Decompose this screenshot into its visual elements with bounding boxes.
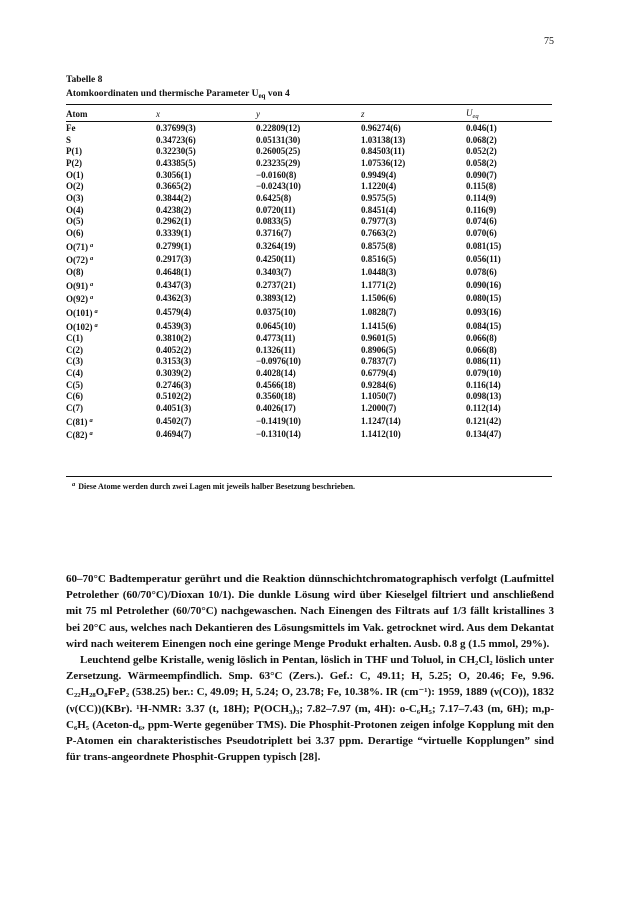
cell-atom: O(4) (66, 204, 84, 215)
cell-z: 0.8451(4) (361, 204, 397, 215)
cell-ueq: 0.116(9) (466, 204, 497, 215)
cell-z: 0.8575(8) (361, 240, 397, 251)
cell-z: 1.03138(13) (361, 134, 406, 145)
cell-atom: C(82) $^a$ (66, 430, 93, 441)
header-atom: Atom (66, 108, 88, 119)
cell-x: 0.4362(3) (156, 293, 192, 304)
cell-x: 0.3153(3) (156, 356, 192, 367)
cell-atom: O(8) (66, 266, 84, 277)
cell-x: 0.4579(4) (156, 306, 192, 317)
cell-x: 0.3665(2) (156, 181, 192, 192)
cell-x: 0.3339(1) (156, 227, 192, 238)
cell-atom: O(102) $^a$ (66, 321, 98, 332)
cell-atom: O(5) (66, 216, 84, 227)
table-row (66, 320, 552, 334)
table-row (66, 306, 552, 320)
cell-x: 0.3056(1) (156, 169, 192, 180)
cell-y: −0.0160(8) (256, 169, 297, 180)
cell-z: 1.0448(3) (361, 266, 397, 277)
cell-y: −0.0243(10) (256, 181, 301, 192)
cell-z: 1.0828(7) (361, 306, 397, 317)
cell-y: 0.4250(11) (256, 254, 296, 265)
cell-x: 0.2746(3) (156, 379, 192, 390)
cell-z: 1.1050(7) (361, 391, 397, 402)
cell-atom: O(92) $^a$ (66, 294, 94, 305)
cell-y: 0.4566(18) (256, 379, 296, 390)
table-row (66, 267, 552, 279)
cell-z: 0.84503(11) (361, 146, 405, 157)
table-row (66, 403, 552, 415)
cell-z: 0.9575(5) (361, 192, 397, 203)
table-row (66, 193, 552, 205)
cell-x: 0.4238(2) (156, 204, 192, 215)
cell-atom: C(2) (66, 344, 83, 355)
cell-z: 0.9284(6) (361, 379, 397, 390)
cell-y: 0.4028(14) (256, 368, 296, 379)
cell-ueq: 0.090(7) (466, 169, 497, 180)
cell-ueq: 0.090(16) (466, 279, 502, 290)
cell-atom: O(72) $^a$ (66, 255, 94, 266)
cell-ueq: 0.112(14) (466, 403, 501, 414)
cell-y: −0.1310(14) (256, 429, 301, 440)
cell-z: 1.1412(10) (361, 429, 401, 440)
footnote-marker: a (94, 321, 98, 329)
cell-atom: O(1) (66, 169, 84, 180)
table-body (66, 121, 552, 442)
cell-ueq: 0.093(16) (466, 306, 502, 317)
cell-atom: C(7) (66, 403, 83, 414)
cell-atom: O(2) (66, 181, 84, 192)
table-row (66, 253, 552, 267)
cell-x: 0.2799(1) (156, 240, 192, 251)
cell-y: 0.26005(25) (256, 146, 301, 157)
footnote-marker: a (90, 255, 94, 263)
cell-x: 0.5102(2) (156, 391, 192, 402)
cell-ueq: 0.068(2) (466, 134, 497, 145)
table-row (66, 158, 552, 170)
cell-x: 0.2962(1) (156, 216, 192, 227)
table-footnote: $^a$ Diese Atome werden durch zwei Lagen mit jeweils halber Besetzung beschrieben. (72, 481, 356, 491)
table-row (66, 146, 552, 158)
cell-z: 0.9949(4) (361, 169, 397, 180)
table-row (66, 356, 552, 368)
cell-x: 0.32230(5) (156, 146, 196, 157)
cell-z: 0.6779(4) (361, 368, 397, 379)
cell-x: 0.2917(3) (156, 254, 192, 265)
footnote-marker: a (90, 280, 94, 288)
table-row (66, 228, 552, 240)
cell-atom: C(81) $^a$ (66, 416, 93, 427)
cell-ueq: 0.084(15) (466, 320, 502, 331)
cell-atom: O(6) (66, 227, 84, 238)
cell-ueq: 0.134(47) (466, 429, 502, 440)
footnote-marker: a (94, 307, 98, 315)
page-number: 75 (544, 36, 554, 47)
table-bottom-rule (66, 476, 552, 477)
cell-x: 0.37699(3) (156, 123, 196, 133)
table-row (66, 216, 552, 228)
cell-y: 0.3264(19) (256, 240, 296, 251)
cell-ueq: 0.086(11) (466, 356, 501, 367)
cell-atom: S (66, 134, 72, 145)
table-row (66, 135, 552, 147)
cell-y: 0.1326(11) (256, 344, 296, 355)
footnote-marker: a (90, 241, 94, 249)
cell-y: −0.1419(10) (256, 415, 301, 426)
cell-ueq: 0.116(14) (466, 379, 501, 390)
cell-x: 0.43385(5) (156, 157, 196, 168)
cell-atom: C(4) (66, 368, 83, 379)
header-ueq: $U_{eq}$ (466, 107, 479, 120)
cell-x: 0.4347(3) (156, 279, 192, 290)
cell-z: 0.8516(5) (361, 254, 397, 265)
table-header-row (66, 106, 552, 121)
table-row (66, 205, 552, 217)
cell-ueq: 0.074(6) (466, 216, 497, 227)
table-row (66, 428, 552, 442)
cell-x: 0.3844(2) (156, 192, 192, 203)
footnote-marker: a (89, 416, 93, 424)
cell-z: 1.1247(14) (361, 415, 401, 426)
cell-ueq: 0.098(13) (466, 391, 502, 402)
cell-ueq: 0.058(2) (466, 157, 497, 168)
cell-ueq: 0.079(10) (466, 368, 502, 379)
table-row (66, 170, 552, 182)
body-text (66, 571, 554, 765)
cell-atom: O(91) $^a$ (66, 280, 94, 291)
cell-atom: O(3) (66, 192, 84, 203)
cell-z: 1.1415(6) (361, 320, 397, 331)
cell-x: 0.34723(6) (156, 134, 196, 145)
cell-y: 0.0720(11) (256, 204, 296, 215)
cell-x: 0.4694(7) (156, 429, 192, 440)
cell-x: 0.3039(2) (156, 368, 192, 379)
table-row (66, 333, 552, 345)
header-x: x (156, 108, 160, 119)
cell-ueq: 0.070(6) (466, 227, 497, 238)
table-top-rule (66, 104, 552, 105)
paragraph-1: 60–70°C Badtemperatur gerührt und die Reaktion dünnschichtchromatographisch verfolgt (Laufmittel Petrolether (60/70°C)/Dioxan 10/1). Die dunkle Lösung wird über Kieselgel filtriert und anschließend mit 75 ml Petrolether (60/70°C) nachgewaschen. Nach Einengen des Filtrats auf 1/3 fällt kristallines 3 bei 20°C aus, welches nach Dekantieren des Lösungsmittels im Vak. getrocknet wird. Aus dem Dekantat wird nach weiterem Einengen noch eine geringe Menge Produkt erhalten. Ausb. 0.8 g (1.5 mmol, 29%). (66, 573, 554, 650)
table-row (66, 391, 552, 403)
cell-z: 0.8906(5) (361, 344, 397, 355)
cell-y: 0.0645(10) (256, 320, 296, 331)
cell-y: 0.05131(30) (256, 134, 301, 145)
table-row (66, 240, 552, 254)
cell-ueq: 0.115(8) (466, 181, 497, 192)
header-y: y (256, 108, 260, 119)
cell-atom: P(1) (66, 146, 82, 157)
cell-y: 0.6425(8) (256, 192, 292, 203)
cell-ueq: 0.121(42) (466, 415, 502, 426)
cell-atom: O(101) $^a$ (66, 307, 98, 318)
cell-atom: C(3) (66, 356, 83, 367)
cell-y: 0.2737(21) (256, 279, 296, 290)
cell-ueq: 0.080(15) (466, 293, 502, 304)
cell-y: 0.0375(10) (256, 306, 296, 317)
table-title: Atomkoordinaten und thermische Parameter $U_{eq}$ von 4 (66, 89, 290, 100)
cell-z: 0.96274(6) (361, 123, 401, 133)
footnote-marker: a (89, 430, 93, 438)
cell-ueq: 0.056(11) (466, 254, 501, 265)
cell-x: 0.3810(2) (156, 333, 192, 344)
cell-x: 0.4052(2) (156, 344, 192, 355)
table-caption (66, 73, 290, 103)
table-row (66, 292, 552, 306)
coordinates-table (66, 106, 552, 442)
cell-y: 0.3560(18) (256, 391, 296, 402)
cell-atom: C(6) (66, 391, 83, 402)
cell-ueq: 0.066(8) (466, 344, 497, 355)
table-row (66, 121, 552, 135)
cell-atom: O(71) $^a$ (66, 241, 94, 252)
cell-z: 0.7977(3) (361, 216, 397, 227)
cell-z: 1.1771(2) (361, 279, 397, 290)
footnote-marker: a (90, 294, 94, 302)
cell-z: 1.1220(4) (361, 181, 397, 192)
cell-y: 0.4773(11) (256, 333, 296, 344)
cell-atom: C(5) (66, 379, 83, 390)
cell-y: 0.3716(7) (256, 227, 292, 238)
cell-y: 0.3403(7) (256, 266, 292, 277)
cell-z: 1.07536(12) (361, 157, 406, 168)
cell-y: 0.3893(12) (256, 293, 296, 304)
cell-ueq: 0.066(8) (466, 333, 497, 344)
table-label: Tabelle 8 (66, 75, 103, 85)
table-row (66, 368, 552, 380)
cell-x: 0.4648(1) (156, 266, 192, 277)
cell-y: −0.0976(10) (256, 356, 301, 367)
cell-ueq: 0.081(15) (466, 240, 502, 251)
table-row (66, 279, 552, 293)
table-row (66, 415, 552, 429)
cell-y: 0.22809(12) (256, 123, 301, 133)
cell-y: 0.23235(29) (256, 157, 301, 168)
cell-atom: Fe (66, 123, 76, 133)
cell-ueq: 0.078(6) (466, 266, 497, 277)
cell-z: 0.9601(5) (361, 333, 397, 344)
cell-ueq: 0.114(9) (466, 192, 497, 203)
table-row (66, 345, 552, 357)
cell-z: 1.2000(7) (361, 403, 397, 414)
cell-z: 1.1506(6) (361, 293, 397, 304)
table-row (66, 380, 552, 392)
cell-y: 0.4026(17) (256, 403, 296, 414)
cell-y: 0.0833(5) (256, 216, 292, 227)
cell-ueq: 0.052(2) (466, 146, 497, 157)
table-row (66, 181, 552, 193)
cell-x: 0.4539(3) (156, 320, 192, 331)
cell-ueq: 0.046(1) (466, 123, 497, 133)
cell-x: 0.4502(7) (156, 415, 192, 426)
cell-z: 0.7837(7) (361, 356, 397, 367)
cell-z: 0.7663(2) (361, 227, 397, 238)
cell-atom: C(1) (66, 333, 83, 344)
header-z: z (361, 108, 365, 119)
paragraph-2: Leuchtend gelbe Kristalle, wenig löslich in Pentan, löslich in THF und Toluol, in CH₂Cl₂ löslich unter Zersetzung. Wärmeempfindlich. Smp. 63°C (Zers.). Gef.: C, 49.11; H, 5.25; O, 20.46; Fe, 9.96. C₂₂H₂₈O₈FeP₂ (538.25) ber.: C, 49.09; H, 5.24; O, 23.78; Fe, 10.38%. IR (cm⁻¹): 1959, 1889 (ν(CO)), 1832 (ν(CC))(KBr). ¹H-NMR: 3.37 (t, 18H); P(OCH₃)₃; 7.82–7.97 (m, 4H): o-C₆H₅; 7.17–7.43 (m, 6H); m,p-C₆H₅ (Aceton-d₆, ppm-Werte gegenüber TMS). Die Phosphit-Protonen zeigen infolge Kopplung mit den P-Atomen ein charakteristisches Pseudotriplett bei 3.37 ppm. Derartige “virtuelle Kopplungen” sind für trans-angeordnete Phosphit-Gruppen typisch [28]. (66, 654, 554, 764)
cell-atom: P(2) (66, 157, 82, 168)
cell-x: 0.4051(3) (156, 403, 192, 414)
